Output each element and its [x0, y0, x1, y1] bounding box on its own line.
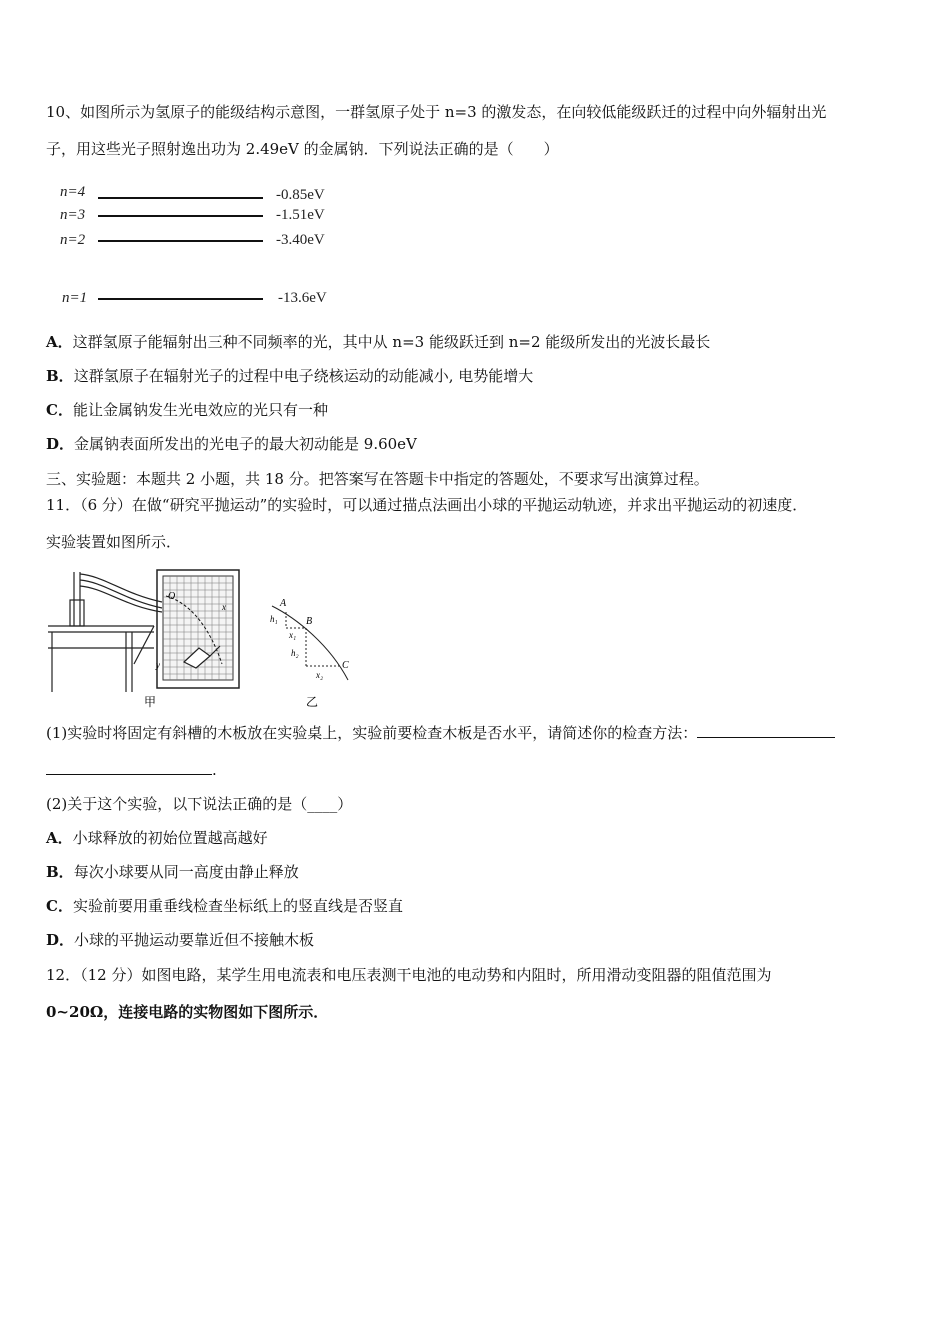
option-key: C． — [46, 401, 73, 419]
option-text: 能让金属钠发生光电效应的光只有一种 — [72, 401, 328, 419]
q11-part1 — [46, 723, 835, 743]
level-label-n1: n=1 — [62, 290, 88, 306]
label-point-b: B — [306, 616, 313, 627]
q11-part2: (2)关于这个实验，以下说法正确的是（____） — [46, 795, 353, 813]
level-energy-n2: -3.40eV — [276, 232, 325, 248]
q11-option-a — [46, 828, 268, 848]
level-line-n2 — [98, 240, 263, 242]
table-drawing — [48, 572, 162, 692]
q10-option-b — [46, 366, 533, 386]
q10-option-a — [46, 332, 710, 352]
q10-option-c — [46, 400, 328, 420]
label-x2: x₂ — [316, 670, 324, 680]
option-key: B． — [46, 863, 74, 881]
option-text: 小球的平抛运动要靠近但不接触木板 — [74, 931, 315, 949]
option-key: B． — [46, 367, 74, 385]
q12-stem-line1: 12．（12 分）如图电路，某学生用电流表和电压表测干电池的电动势和内阻时，所用滑动变阻器的阻值范围为 — [46, 966, 772, 984]
option-text: 小球释放的初始位置越高越好 — [72, 829, 268, 847]
option-key: C． — [46, 897, 73, 915]
label-origin: O — [168, 591, 176, 602]
answer-blank[interactable] — [697, 723, 835, 738]
option-text: 每次小球要从同一高度由静止释放 — [73, 863, 299, 881]
section-heading: 三、实验题：本题共 2 小题，共 18 分。把答案写在答题卡中指定的答题处，不要求写出演算过程。 — [46, 470, 709, 488]
grid-board — [157, 570, 239, 688]
label-y-axis: y — [156, 660, 160, 670]
option-text: 这群氢原子能辐射出三种不同频率的光，其中从 n=3 能级跃迁到 n=2 能级所发出的光波长最长 — [72, 333, 711, 351]
part1-text: (1)实验时将固定有斜槽的木板放在实验桌上，实验前要检查木板是否水平，请简述你的检查方法： — [46, 724, 698, 742]
answer-blank[interactable] — [46, 760, 212, 775]
option-key: D． — [46, 435, 75, 453]
q11-stem-line2: 实验装置如图所示． — [46, 533, 182, 551]
option-key: D． — [46, 931, 75, 949]
level-label-n2: n=2 — [60, 232, 86, 248]
option-text: 这群氢原子在辐射光子的过程中电子绕核运动的动能减小, 电势能增大 — [73, 367, 534, 385]
option-text: 实验前要用重垂线检查坐标纸上的竖直线是否竖直 — [72, 897, 403, 915]
label-x-axis: x — [222, 602, 226, 612]
q10-option-d — [46, 434, 417, 454]
level-label-n4: n=4 — [60, 184, 86, 200]
option-text: 金属钠表面所发出的光电子的最大初动能是 9.60eV — [74, 435, 417, 453]
q10-stem-line1: 10、如图所示为氢原子的能级结构示意图，一群氢原子处于 n=3 的激发态，在向较低能级跃迁的过程中向外辐射出光 — [46, 103, 827, 121]
q10-stem-line2: 子，用这些光子照射逸出功为 2.49eV 的金属钠．下列说法正确的是（ ） — [46, 140, 559, 158]
q11-stem-line1: 11．（6 分）在做“研究平抛运动”的实验时，可以通过描点法画出小球的平抛运动轨迹，并求出平抛运动的初速度． — [46, 496, 808, 514]
level-label-n3: n=3 — [60, 207, 86, 223]
experiment-figure — [44, 564, 374, 710]
level-line-n3 — [98, 215, 263, 217]
level-energy-n4: -0.85eV — [276, 187, 325, 203]
option-key: A． — [46, 829, 73, 847]
label-h2: h₂ — [291, 648, 299, 658]
level-energy-n1: -13.6eV — [278, 290, 327, 306]
label-x1: x₁ — [289, 630, 297, 640]
option-key: A． — [46, 333, 73, 351]
label-point-a: A — [280, 598, 287, 609]
level-energy-n3: -1.51eV — [276, 207, 325, 223]
q11-option-d — [46, 930, 314, 950]
level-line-n4 — [98, 197, 263, 199]
level-line-n1 — [98, 298, 263, 300]
figure-label-yi: 乙 — [306, 695, 319, 709]
q12-stem-line2: 0~20Ω，连接电路的实物图如下图所示． — [46, 1003, 329, 1021]
part1-end: . — [212, 761, 217, 779]
label-point-c: C — [342, 660, 349, 671]
figure-label-jia: 甲 — [144, 695, 157, 709]
q11-option-b — [46, 862, 299, 882]
q11-option-c — [46, 896, 403, 916]
label-h1: h₁ — [270, 614, 278, 624]
q11-part1-cont — [46, 760, 217, 780]
